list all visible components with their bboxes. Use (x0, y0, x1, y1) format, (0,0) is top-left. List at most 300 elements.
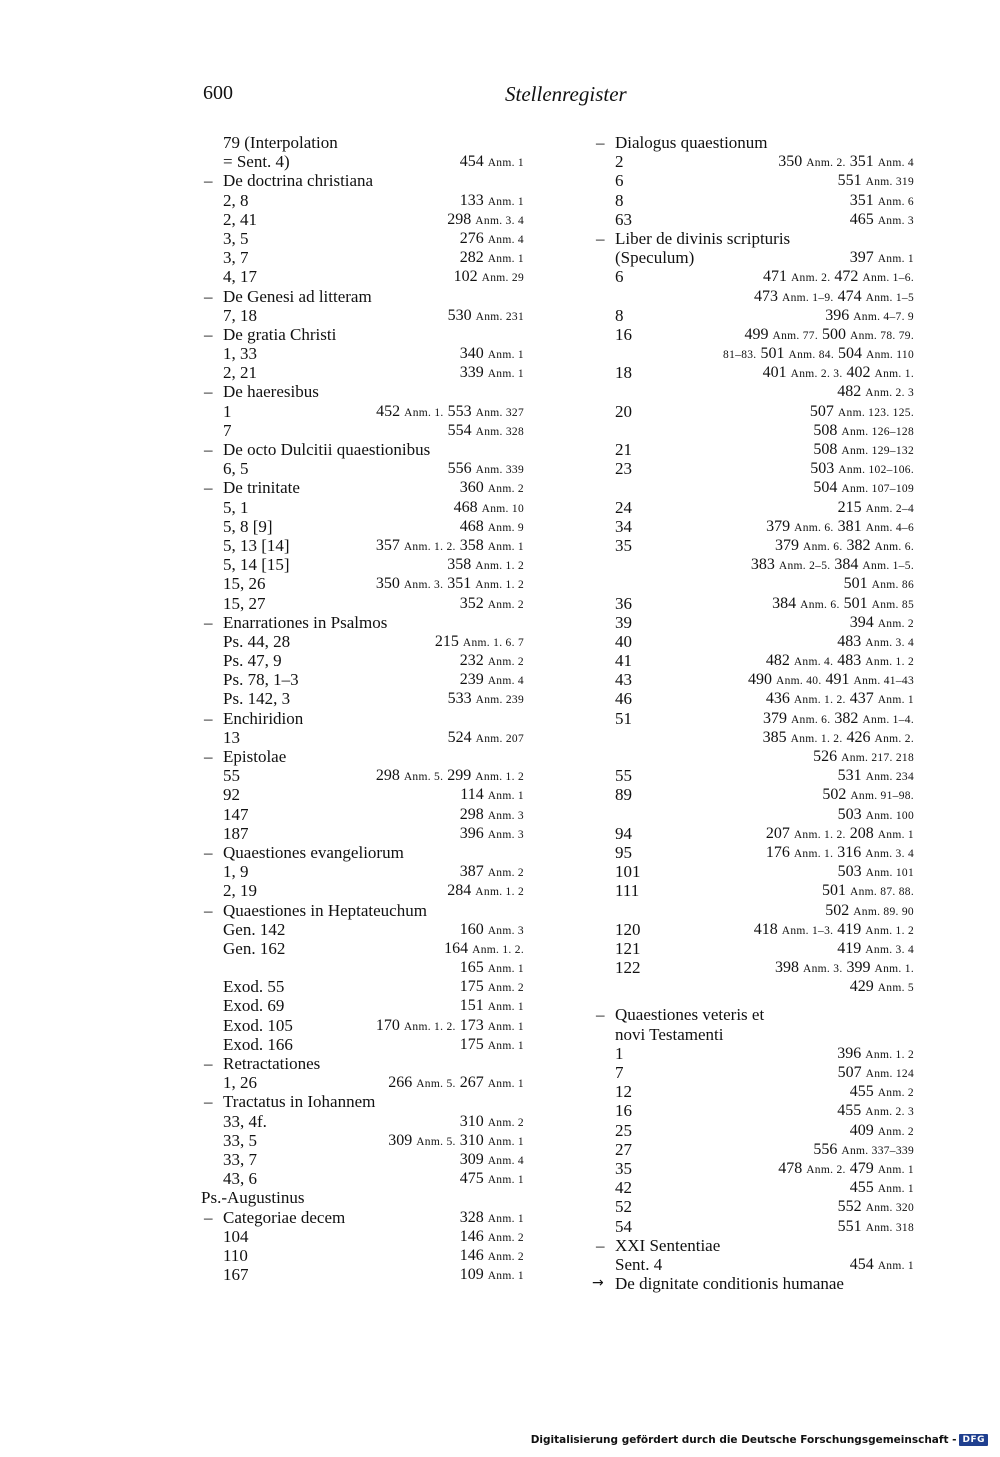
page-number-ref: 381 (837, 517, 862, 535)
index-entry (200, 594, 524, 613)
page-reference (448, 459, 524, 480)
index-entry (200, 1169, 524, 1188)
page-number-ref: 382 (846, 536, 871, 554)
entry-label: Liber de divinis scripturis (615, 228, 791, 248)
note-ref: Anm. 2 (877, 1087, 914, 1100)
page-reference (775, 958, 914, 979)
index-entry (592, 651, 914, 670)
note-ref: Anm. 2 (487, 1250, 524, 1263)
entry-label: 41 (615, 651, 632, 671)
page-number-ref: 239 (459, 671, 484, 689)
dash-marker: – (596, 1005, 605, 1025)
note-ref: Anm. 1 (487, 1270, 524, 1283)
note-ref: Anm. 1 (487, 1001, 524, 1014)
page-reference (460, 478, 524, 499)
index-entry (592, 478, 914, 497)
page-number-ref: 397 (849, 249, 874, 267)
page-reference (460, 344, 524, 365)
entry-label: 55 (615, 766, 632, 786)
page-reference (376, 1016, 524, 1037)
page-reference (838, 171, 914, 192)
page-reference (460, 363, 524, 384)
note-ref: Anm. 217. 218 (841, 752, 914, 764)
page-number-ref: 385 (762, 728, 787, 746)
page-number-ref: 339 (459, 364, 484, 382)
index-entry (200, 229, 524, 248)
index-entry (592, 1025, 914, 1044)
index-entry (592, 670, 914, 689)
note-ref: Anm. 86 (871, 579, 914, 592)
page-number-ref: 553 (447, 402, 472, 420)
note-ref: Anm. 1. 2. (403, 540, 456, 553)
index-entry (592, 555, 914, 574)
note-ref: Anm. 239 (475, 694, 524, 707)
index-entry (592, 517, 914, 536)
dash-marker: – (204, 1092, 213, 1112)
entry-label: 42 (615, 1178, 632, 1198)
index-entry (200, 1016, 524, 1035)
page-number-ref: 556 (813, 1140, 838, 1158)
page-reference (838, 805, 914, 826)
index-entry (200, 478, 524, 497)
page-reference (388, 1131, 524, 1152)
entry-label: 89 (615, 785, 632, 805)
page-number-ref: 490 (747, 671, 772, 689)
note-ref: Anm. 129–132 (841, 445, 914, 457)
entry-label: Retractationes (223, 1054, 321, 1073)
page-number-ref: 396 (825, 306, 850, 324)
page-number-ref: 503 (810, 460, 835, 478)
page-reference (376, 766, 524, 787)
note-ref: Anm. 78. 79. (850, 329, 914, 342)
page-reference (460, 651, 524, 672)
note-ref: Anm. 107–109 (841, 483, 914, 496)
page-number-ref: 102 (453, 268, 478, 286)
note-ref: Anm. 3. (403, 579, 444, 592)
page-reference (460, 1246, 524, 1267)
entry-label: 147 (223, 804, 249, 824)
entry-label: Sent. 4 (615, 1254, 663, 1274)
page-number: 600 (203, 82, 233, 104)
note-ref: Anm. 1 (877, 1163, 914, 1176)
entry-label: 16 (615, 1101, 632, 1121)
note-ref: Anm. 234 (865, 771, 914, 784)
page-number-ref: 276 (459, 229, 484, 247)
note-ref: Anm. 1. 2. (793, 694, 846, 707)
entry-label: 24 (615, 497, 632, 517)
index-entry (592, 958, 914, 977)
page-number-ref: 504 (838, 345, 863, 363)
page-reference (850, 1082, 914, 1103)
page-number-ref: 554 (447, 421, 472, 439)
index-entry (592, 709, 914, 728)
page-number-ref: 429 (849, 978, 874, 996)
page-number-ref: 551 (837, 1217, 862, 1235)
index-entry (200, 133, 524, 152)
page-number-ref: 475 (459, 1170, 484, 1188)
page-reference (763, 709, 914, 730)
note-ref: Anm. 1–3. (781, 924, 834, 937)
page-number-ref: 398 (775, 959, 800, 977)
note-ref: Anm. 29 (481, 272, 524, 285)
note-ref: Anm. 2 (487, 1231, 524, 1244)
page-number-ref: 387 (459, 863, 484, 881)
page-reference (448, 421, 524, 442)
page-reference (838, 1063, 914, 1084)
page-number-ref: 328 (459, 1208, 484, 1226)
note-ref: Anm. 5 (877, 982, 914, 995)
note-ref: Anm. 126–128 (841, 425, 914, 438)
index-entry (200, 689, 524, 708)
page-number-ref: 479 (849, 1159, 874, 1177)
page-number-ref: 284 (447, 882, 472, 900)
entry-label: 54 (615, 1216, 632, 1236)
page-number-ref: 382 (834, 709, 859, 727)
entry-label: 3, 5 (223, 228, 249, 248)
entry-label: 15, 27 (223, 593, 266, 613)
page-reference (778, 152, 914, 173)
entry-label: 40 (615, 631, 632, 651)
entry-label: 27 (615, 1139, 632, 1159)
entry-label: 101 (615, 862, 641, 882)
entry-label: Ps.-Augustinus (201, 1188, 305, 1208)
entry-label: De gratia Christi (223, 324, 337, 344)
entry-label: 33, 7 (223, 1149, 257, 1169)
note-ref: Anm. 2. 3 (865, 387, 914, 400)
index-entry (592, 574, 914, 593)
note-ref: Anm. 207 (475, 732, 524, 745)
entry-label: 5, 13 [14] (223, 535, 290, 555)
page-reference (822, 881, 914, 902)
page-number-ref: 309 (388, 1131, 413, 1149)
note-ref: Anm. 1. 6. 7 (462, 636, 524, 649)
note-ref: Anm. 320 (865, 1202, 914, 1215)
entry-label: 187 (223, 823, 249, 843)
note-ref: Anm. 1 (487, 1039, 524, 1052)
note-ref: Anm. 1–5. (862, 560, 914, 573)
page-reference (810, 459, 914, 480)
entry-label: 6, 5 (223, 459, 249, 479)
index-entry (200, 421, 524, 440)
index-entry (200, 862, 524, 881)
index-entry (592, 785, 914, 804)
page-number-ref: 474 (837, 287, 862, 305)
page-number-ref: 501 (843, 594, 868, 612)
entry-label: 63 (615, 209, 632, 229)
index-entry (200, 958, 524, 977)
entry-label: 2, 19 (223, 881, 257, 901)
note-ref: Anm. 1 (877, 1183, 914, 1196)
page-number-ref: 207 (765, 824, 790, 842)
note-ref: Anm. 3 (877, 214, 914, 227)
page-reference (766, 689, 914, 710)
page-reference (838, 766, 914, 787)
index-entry (200, 382, 524, 401)
note-ref: Anm. 1. 2 (475, 560, 524, 573)
note-ref: Anm. 337–339 (841, 1144, 914, 1157)
page-number-ref: 399 (846, 959, 871, 977)
index-entry (592, 229, 914, 248)
entry-label: Quaestiones in Heptateuchum (223, 900, 427, 920)
note-ref: Anm. 1. (874, 368, 914, 381)
page-number-ref: 358 (447, 556, 472, 574)
page-reference (754, 287, 914, 308)
entry-label: De dignitate conditionis humanae (615, 1274, 844, 1294)
index-column-right (592, 133, 914, 1293)
page-number-ref: 394 (849, 613, 874, 631)
note-ref: Anm. 1–5 (865, 291, 914, 304)
entry-label: 111 (615, 881, 640, 901)
note-ref: Anm. 6. (790, 713, 831, 726)
note-ref: Anm. 2 (877, 1125, 914, 1138)
page-number-ref: 299 (447, 767, 472, 785)
footer-text: Digitalisierung gefördert durch die Deutsche Forschungsgemeinschaft - (530, 1434, 957, 1446)
index-entry (592, 766, 914, 785)
entry-label: 15, 26 (223, 574, 266, 594)
index-entry (200, 1131, 524, 1150)
note-ref: Anm. 2. 3. (790, 368, 843, 381)
page-reference (775, 536, 914, 557)
note-ref: Anm. 1. 2 (865, 924, 914, 937)
note-ref: Anm. 2 (487, 982, 524, 995)
page-number-ref: 531 (837, 767, 862, 785)
page-number-ref: 491 (825, 671, 850, 689)
page-number-ref: 232 (459, 652, 484, 670)
index-entry (200, 920, 524, 939)
page-reference (751, 555, 914, 576)
entry-label: 95 (615, 842, 632, 862)
page-reference (838, 498, 914, 519)
page-reference (763, 267, 914, 288)
entry-label: Enchiridion (223, 708, 304, 728)
page-reference (766, 843, 914, 864)
index-entry (200, 785, 524, 804)
page-reference (850, 1255, 914, 1276)
page-reference (844, 574, 914, 595)
note-ref: Anm. 1. (874, 963, 914, 976)
page-number-ref: 351 (849, 153, 874, 171)
entry-label: 46 (615, 689, 632, 709)
entry-label: Exod. 105 (223, 1015, 293, 1035)
index-entry (200, 766, 524, 785)
page-reference (813, 1140, 914, 1161)
entry-label: Quaestiones veteris et (615, 1005, 765, 1025)
note-ref: 81–83. (723, 349, 757, 362)
page-reference (837, 1101, 914, 1122)
page-reference (810, 402, 914, 423)
note-ref: Anm. 1 (877, 253, 914, 266)
note-ref: Anm. 1 (487, 368, 524, 381)
note-ref: Anm. 3 (487, 828, 524, 841)
entry-label: 20 (615, 401, 632, 421)
note-ref: Anm. 4 (487, 233, 524, 246)
page-number-ref: 499 (744, 325, 769, 343)
page-number-ref: 173 (459, 1016, 484, 1034)
page-number-ref: 146 (459, 1227, 484, 1245)
page-number-ref: 383 (750, 556, 775, 574)
index-entry (200, 287, 524, 306)
note-ref: Anm. 2. (874, 732, 914, 745)
dash-marker: – (204, 747, 213, 766)
entry-label: 16 (615, 324, 632, 344)
page-number-ref: 266 (388, 1074, 413, 1092)
index-entry (592, 1274, 914, 1293)
page-number-ref: 454 (459, 153, 484, 171)
entry-label: 7 (223, 420, 232, 440)
entry-label: Ps. 47, 9 (223, 651, 282, 671)
entry-label: 33, 5 (223, 1130, 257, 1150)
page-number-ref: 340 (459, 345, 484, 363)
note-ref: Anm. 1 (877, 1259, 914, 1272)
note-ref: Anm. 327 (475, 406, 524, 419)
note-ref: Anm. 2. (790, 272, 831, 285)
page-number-ref: 454 (849, 1255, 874, 1273)
dash-marker: – (204, 1207, 213, 1227)
page-reference (460, 229, 524, 250)
entry-label: Tractatus in Iohannem (223, 1092, 376, 1112)
entry-label: 2, 8 (223, 190, 249, 210)
page-number-ref: 215 (837, 498, 862, 516)
dash-marker: – (204, 478, 213, 498)
index-entry (592, 191, 914, 210)
index-entry (200, 1150, 524, 1169)
page-number-ref: 552 (837, 1198, 862, 1216)
page-reference (723, 344, 914, 365)
index-entry (200, 248, 524, 267)
page-reference (813, 747, 914, 768)
index-entry (592, 536, 914, 555)
page-number-ref: 298 (447, 210, 472, 228)
note-ref: Anm. 6. (874, 540, 914, 553)
index-column-left (200, 133, 524, 1284)
page-reference (460, 1035, 524, 1056)
page-reference (850, 1178, 914, 1199)
page-reference (813, 440, 914, 461)
index-entry (592, 594, 914, 613)
note-ref: Anm. 1 (487, 790, 524, 803)
page-reference (763, 363, 914, 384)
page-reference (837, 939, 914, 960)
entry-label: Enarrationes in Psalmos (223, 612, 388, 632)
page-number-ref: 384 (772, 594, 797, 612)
index-entry (592, 133, 914, 152)
note-ref: Anm. 1 (487, 1078, 524, 1091)
entry-label: 1, 26 (223, 1073, 257, 1093)
entry-label: 2, 41 (223, 209, 257, 229)
dash-marker: – (596, 1235, 605, 1255)
page-number-ref: 402 (846, 364, 871, 382)
entry-label: 2, 21 (223, 363, 257, 383)
dash-marker: – (204, 171, 213, 191)
entry-label: 25 (615, 1120, 632, 1140)
page-number-ref: 165 (459, 959, 484, 977)
index-entry (200, 402, 524, 421)
page-number-ref: 483 (837, 632, 862, 650)
page-number-ref: 471 (762, 268, 787, 286)
note-ref: Anm. 100 (865, 809, 914, 822)
dash-marker: – (596, 133, 605, 152)
index-entry (592, 325, 914, 344)
dash-marker: – (204, 382, 213, 402)
page-number-ref: 419 (837, 939, 862, 957)
page-number-ref: 508 (813, 421, 838, 439)
page-number-ref: 426 (846, 728, 871, 746)
page-number-ref: 473 (754, 287, 779, 305)
page-number-ref: 409 (849, 1121, 874, 1139)
index-entry (592, 1101, 914, 1120)
page-reference (822, 785, 914, 806)
page-reference (447, 210, 524, 231)
page-reference (460, 248, 524, 269)
note-ref: Anm. 101 (865, 867, 914, 880)
page-reference (763, 728, 914, 749)
note-ref: Anm. 339 (475, 464, 524, 477)
page-number-ref: 502 (822, 786, 847, 804)
entry-label: 33, 4f. (223, 1111, 267, 1131)
entry-label: 1 (615, 1043, 624, 1063)
page-reference (460, 996, 524, 1017)
page-reference (837, 1044, 914, 1065)
note-ref: Anm. 2 (877, 617, 914, 630)
index-entry (592, 1005, 914, 1024)
note-ref: Anm. 1. (793, 847, 834, 860)
note-ref: Anm. 318 (865, 1221, 914, 1234)
entry-label: Categoriae decem (223, 1207, 346, 1227)
page-reference (376, 402, 524, 423)
entry-label: 2 (615, 152, 624, 172)
note-ref: Anm. 2. 3 (865, 1106, 914, 1119)
page-reference (460, 862, 524, 883)
index-entry (592, 421, 914, 440)
index-entry (592, 1236, 914, 1255)
note-ref: Anm. 6. (800, 598, 840, 611)
entry-label: 7, 18 (223, 305, 257, 325)
dash-marker: – (204, 440, 213, 459)
index-entry (200, 574, 524, 593)
page-number-ref: 556 (447, 460, 472, 478)
page-number-ref: 310 (459, 1131, 484, 1149)
index-entry (200, 613, 524, 632)
dash-marker: – (204, 708, 213, 728)
page-number-ref: 478 (778, 1159, 803, 1177)
entry-label: 92 (223, 785, 240, 805)
page-reference (460, 805, 524, 826)
page-reference (778, 1159, 914, 1180)
note-ref: Anm. 89. 90 (853, 905, 914, 918)
note-ref: Anm. 9 (487, 521, 524, 534)
page-number-ref: 175 (459, 978, 484, 996)
entry-label: 120 (615, 919, 641, 939)
index-entry (200, 306, 524, 325)
note-ref: Anm. 2. (806, 157, 846, 170)
page-reference (766, 651, 914, 672)
note-ref: Anm. 91–98. (850, 790, 914, 803)
entry-label: 1, 33 (223, 344, 257, 364)
page-number-ref: 503 (837, 805, 862, 823)
index-entry (200, 459, 524, 478)
footer (531, 1434, 988, 1446)
entry-label: = Sent. 4) (223, 152, 290, 172)
page-number-ref: 396 (837, 1044, 862, 1062)
index-entry (200, 344, 524, 363)
entry-label: Exod. 166 (223, 1034, 293, 1054)
note-ref: Anm. 5. (403, 771, 444, 784)
entry-label: Quaestiones evangeliorum (223, 842, 404, 862)
page-number-ref: 396 (459, 824, 484, 842)
note-ref: Anm. 5. (416, 1135, 456, 1148)
index-entry (200, 363, 524, 382)
page-number-ref: 309 (459, 1150, 484, 1168)
